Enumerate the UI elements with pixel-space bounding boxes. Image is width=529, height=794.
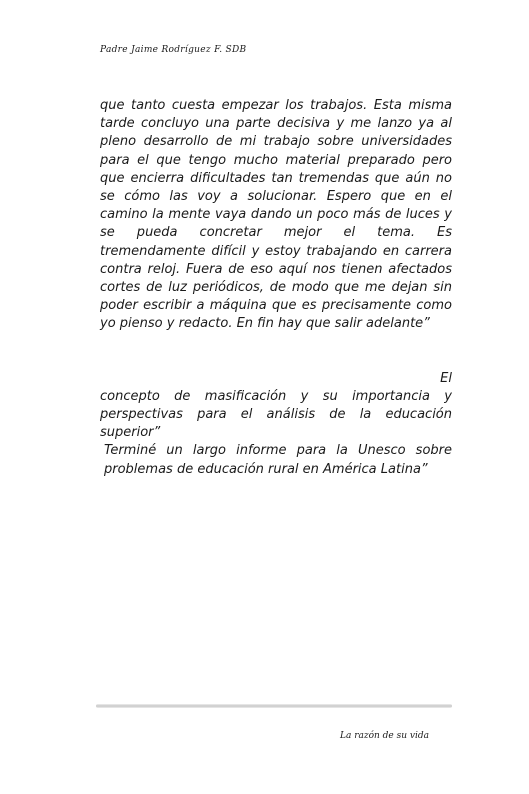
paragraph-gap bbox=[100, 334, 452, 370]
running-header: Padre Jaime Rodríguez F. SDB bbox=[100, 45, 247, 55]
footer-divider bbox=[96, 704, 452, 708]
paragraph-opening-word: El bbox=[440, 370, 452, 386]
paragraph: concepto de masificación y su importancia y perspectivas para el análisis de la educación superior” bbox=[100, 388, 452, 441]
paragraph: que tanto cuesta empezar los trabajos. Esta misma tarde concluyo una parte decisiva y me lanzo ya al pleno desarrollo de mi trabajo sobre universidades para el que tengo mucho material preparado pero que encierra dificultades tan tremendas que aún no se cómo las voy a solucionar. Espero que en el camino la mente vaya dando un poco más de luces y se pueda concretar mejor el tema. Es tremendamente difícil y estoy trabajando en carrera contra reloj. Fuera de eso aquí nos tienen afectados cortes de luz periódicos, de modo que me dejan sin poder escribir a máquina que es precisamente como yo pienso y redacto. En fin hay que salir adelante” bbox=[100, 98, 452, 332]
paragraph: Terminé un largo informe para la Unesco sobre problemas de educación rural en América Latina” bbox=[104, 443, 452, 477]
page-body bbox=[100, 97, 452, 479]
running-footer: La razón de su vida bbox=[339, 731, 429, 741]
